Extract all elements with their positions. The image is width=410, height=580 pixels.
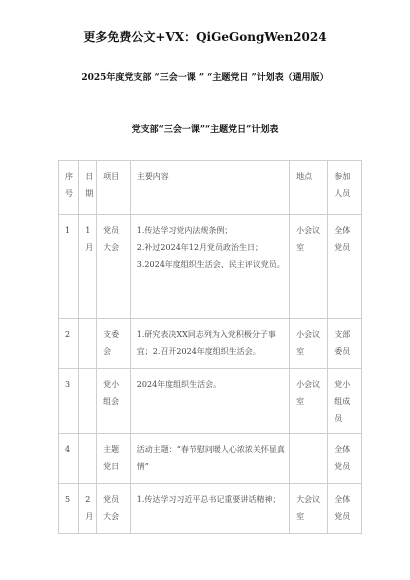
column-header-no: 序号 bbox=[59, 161, 79, 215]
row-place: 大会议室 bbox=[290, 484, 328, 534]
row-content bbox=[130, 369, 289, 434]
row-date bbox=[79, 434, 97, 484]
column-header-content: 主要内容 bbox=[130, 161, 289, 215]
row-place: 小会议室 bbox=[290, 215, 328, 319]
row-participants: 党小组成员 bbox=[328, 369, 362, 434]
row-number: 5 bbox=[59, 484, 79, 534]
row-content bbox=[130, 484, 289, 534]
content-line: 2.补过2024年12月党员政治生日； bbox=[136, 243, 263, 252]
row-participants: 支部委员 bbox=[328, 319, 362, 369]
plan-table bbox=[58, 160, 362, 534]
table-row bbox=[59, 369, 362, 434]
table-header-row bbox=[59, 161, 362, 215]
table-row bbox=[59, 484, 362, 534]
column-header-item: 项目 bbox=[97, 161, 131, 215]
row-participants: 全体党员 bbox=[328, 484, 362, 534]
table-row bbox=[59, 319, 362, 369]
table-title: 党支部“三会一课”“主题党日”计划表 bbox=[131, 125, 279, 135]
table-row bbox=[59, 434, 362, 484]
row-place bbox=[290, 434, 328, 484]
document-heading: 2025年度党支部 “三会一课 ” “主题党日 ”计划表（通用版） bbox=[81, 73, 329, 83]
content-line: 活动主题：“春节慰问暖人心浓浓关怀显真情” bbox=[136, 445, 285, 471]
row-number: 3 bbox=[59, 369, 79, 434]
row-content bbox=[130, 319, 289, 369]
row-participants: 全体党员 bbox=[328, 434, 362, 484]
content-line: 1.传达学习习近平总书记重要讲话精神； bbox=[136, 495, 281, 504]
content-line: 2.召开2024年度组织生活会。 bbox=[152, 347, 261, 356]
row-number: 2 bbox=[59, 319, 79, 369]
content-line: 2024年度组织生活会。 bbox=[136, 380, 222, 389]
table-row bbox=[59, 215, 362, 319]
row-item: 党员大会 bbox=[97, 484, 131, 534]
row-content bbox=[130, 215, 289, 319]
content-line: 3.2024年度组织生活会、民主评议党员。 bbox=[136, 260, 285, 269]
row-date: 2月 bbox=[79, 484, 97, 534]
top-title: 更多免费公文+VX：QiGeGongWen2024 bbox=[83, 30, 327, 44]
column-header-date: 日期 bbox=[79, 161, 97, 215]
row-item: 党小组会 bbox=[97, 369, 131, 434]
row-item: 主题党日 bbox=[97, 434, 131, 484]
row-content bbox=[130, 434, 289, 484]
row-participants: 全体党员 bbox=[328, 215, 362, 319]
row-item: 支委会 bbox=[97, 319, 131, 369]
row-place: 小会议室 bbox=[290, 369, 328, 434]
row-place: 小会议室 bbox=[290, 319, 328, 369]
column-header-place: 地点 bbox=[290, 161, 328, 215]
content-line: 1.研究表决XX同志列为入党积极分子事宜； bbox=[136, 330, 276, 356]
row-date: 1月 bbox=[79, 215, 97, 319]
column-header-participants: 参加人员 bbox=[328, 161, 362, 215]
row-date bbox=[79, 369, 97, 434]
row-item: 党员大会 bbox=[97, 215, 131, 319]
row-number: 1 bbox=[59, 215, 79, 319]
row-number: 4 bbox=[59, 434, 79, 484]
content-line: 1.传达学习党内法规条例； bbox=[136, 226, 233, 235]
row-date bbox=[79, 319, 97, 369]
